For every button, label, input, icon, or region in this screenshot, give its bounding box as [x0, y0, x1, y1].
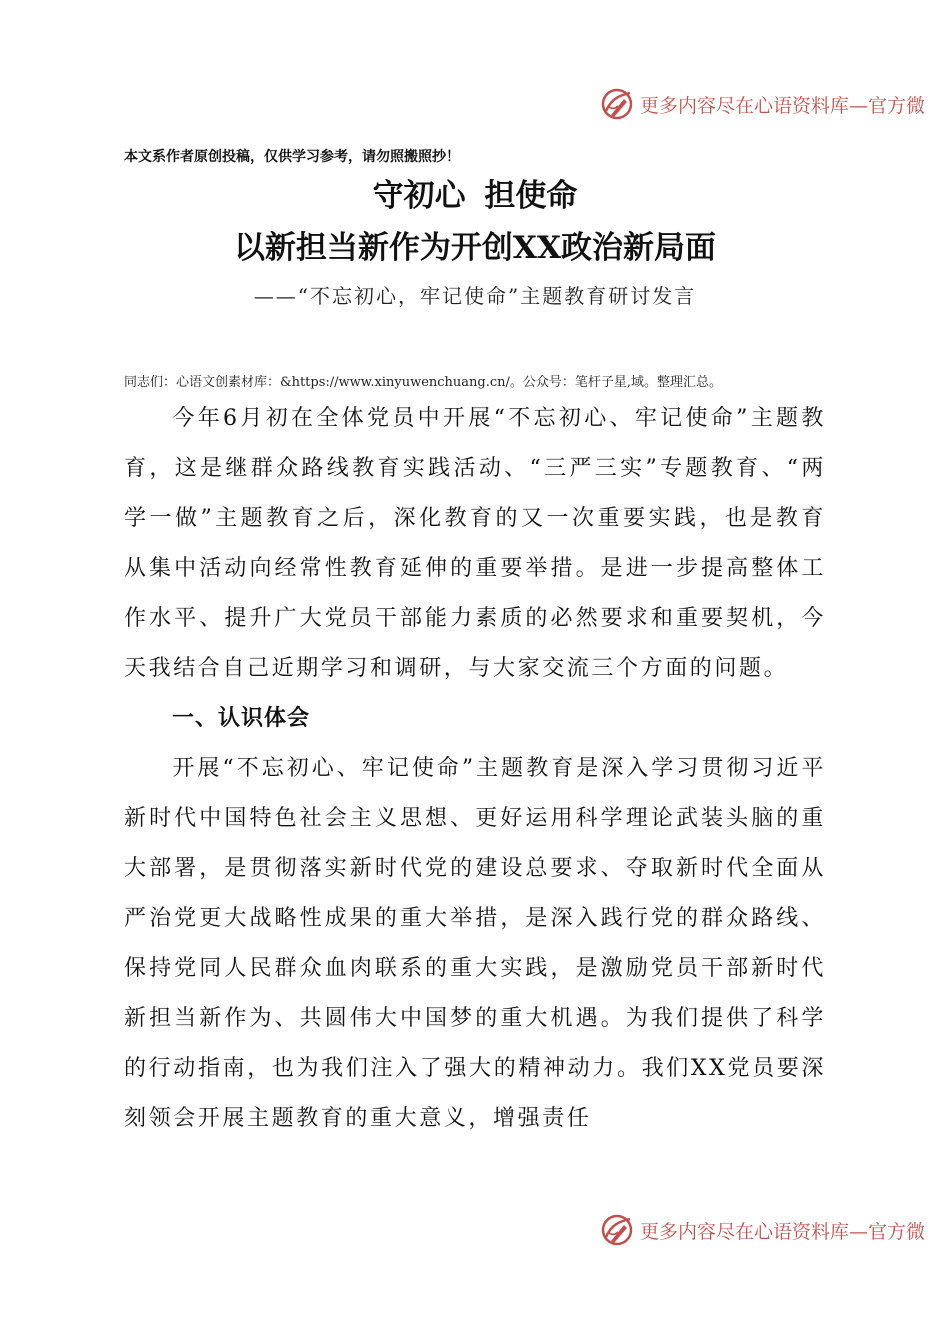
document-title-line-1: 守初心 担使命: [372, 178, 578, 214]
copyright-notice: 本文系作者原创投稿，仅供学习参考，请勿照搬照抄！: [124, 149, 460, 165]
watermark-text: 更多内容尽在心语资料库—官方微: [640, 1220, 926, 1243]
document-subtitle: ——“不忘初心，牢记使命”主题教育研讨发言: [253, 284, 697, 308]
section-heading-1: 一、认识体会: [172, 706, 311, 731]
watermark-text: 更多内容尽在心语资料库—官方微: [640, 94, 926, 117]
document-title-line-2: 以新担当新作为开创XX政治新局面: [233, 230, 717, 266]
watermark-bottom: [600, 1212, 925, 1248]
pen-logo-icon: [600, 1213, 634, 1247]
body-paragraph-1: 今年6月初在全体党员中开展“不忘初心、牢记使命”主题教育，这是继群众路线教育实践活动、“三严三实”专题教育、“两学一做”主题教育之后，深化教育的又一次重要实践，也是教育从集中活动向经常性教育延伸的重要举措。是进一步提高整体工作水平、提升广大党员干部能力素质的必然要求和重要契机，今天我结合自己近期学习和调研，与大家交流三个方面的问题。: [124, 406, 826, 681]
document-body: [124, 394, 826, 1144]
greeting-line: 同志们：心语文创素材库：&https://www.xinyuwenchuang.cn/。公众号：笔杆子星,域。整理汇总。: [124, 375, 723, 390]
body-paragraph-2: 开展“不忘初心、牢记使命”主题教育是深入学习贯彻习近平新时代中国特色社会主义思想、更好运用科学理论武装头脑的重大部署，是贯彻落实新时代党的建设总要求、夺取新时代全面从严治党更大战略性成果的重大举措，是深入践行党的群众路线、保持党同人民群众血肉联系的重大实践，是激励党员干部新时代新担当新作为、共圆伟大中国梦的重大机遇。为我们提供了科学的行动指南，也为我们注入了强大的精神动力。我们XX党员要深刻领会开展主题教育的重大意义，增强责任: [124, 756, 826, 1131]
watermark-top: [600, 86, 925, 122]
pen-logo-icon: [600, 87, 634, 121]
